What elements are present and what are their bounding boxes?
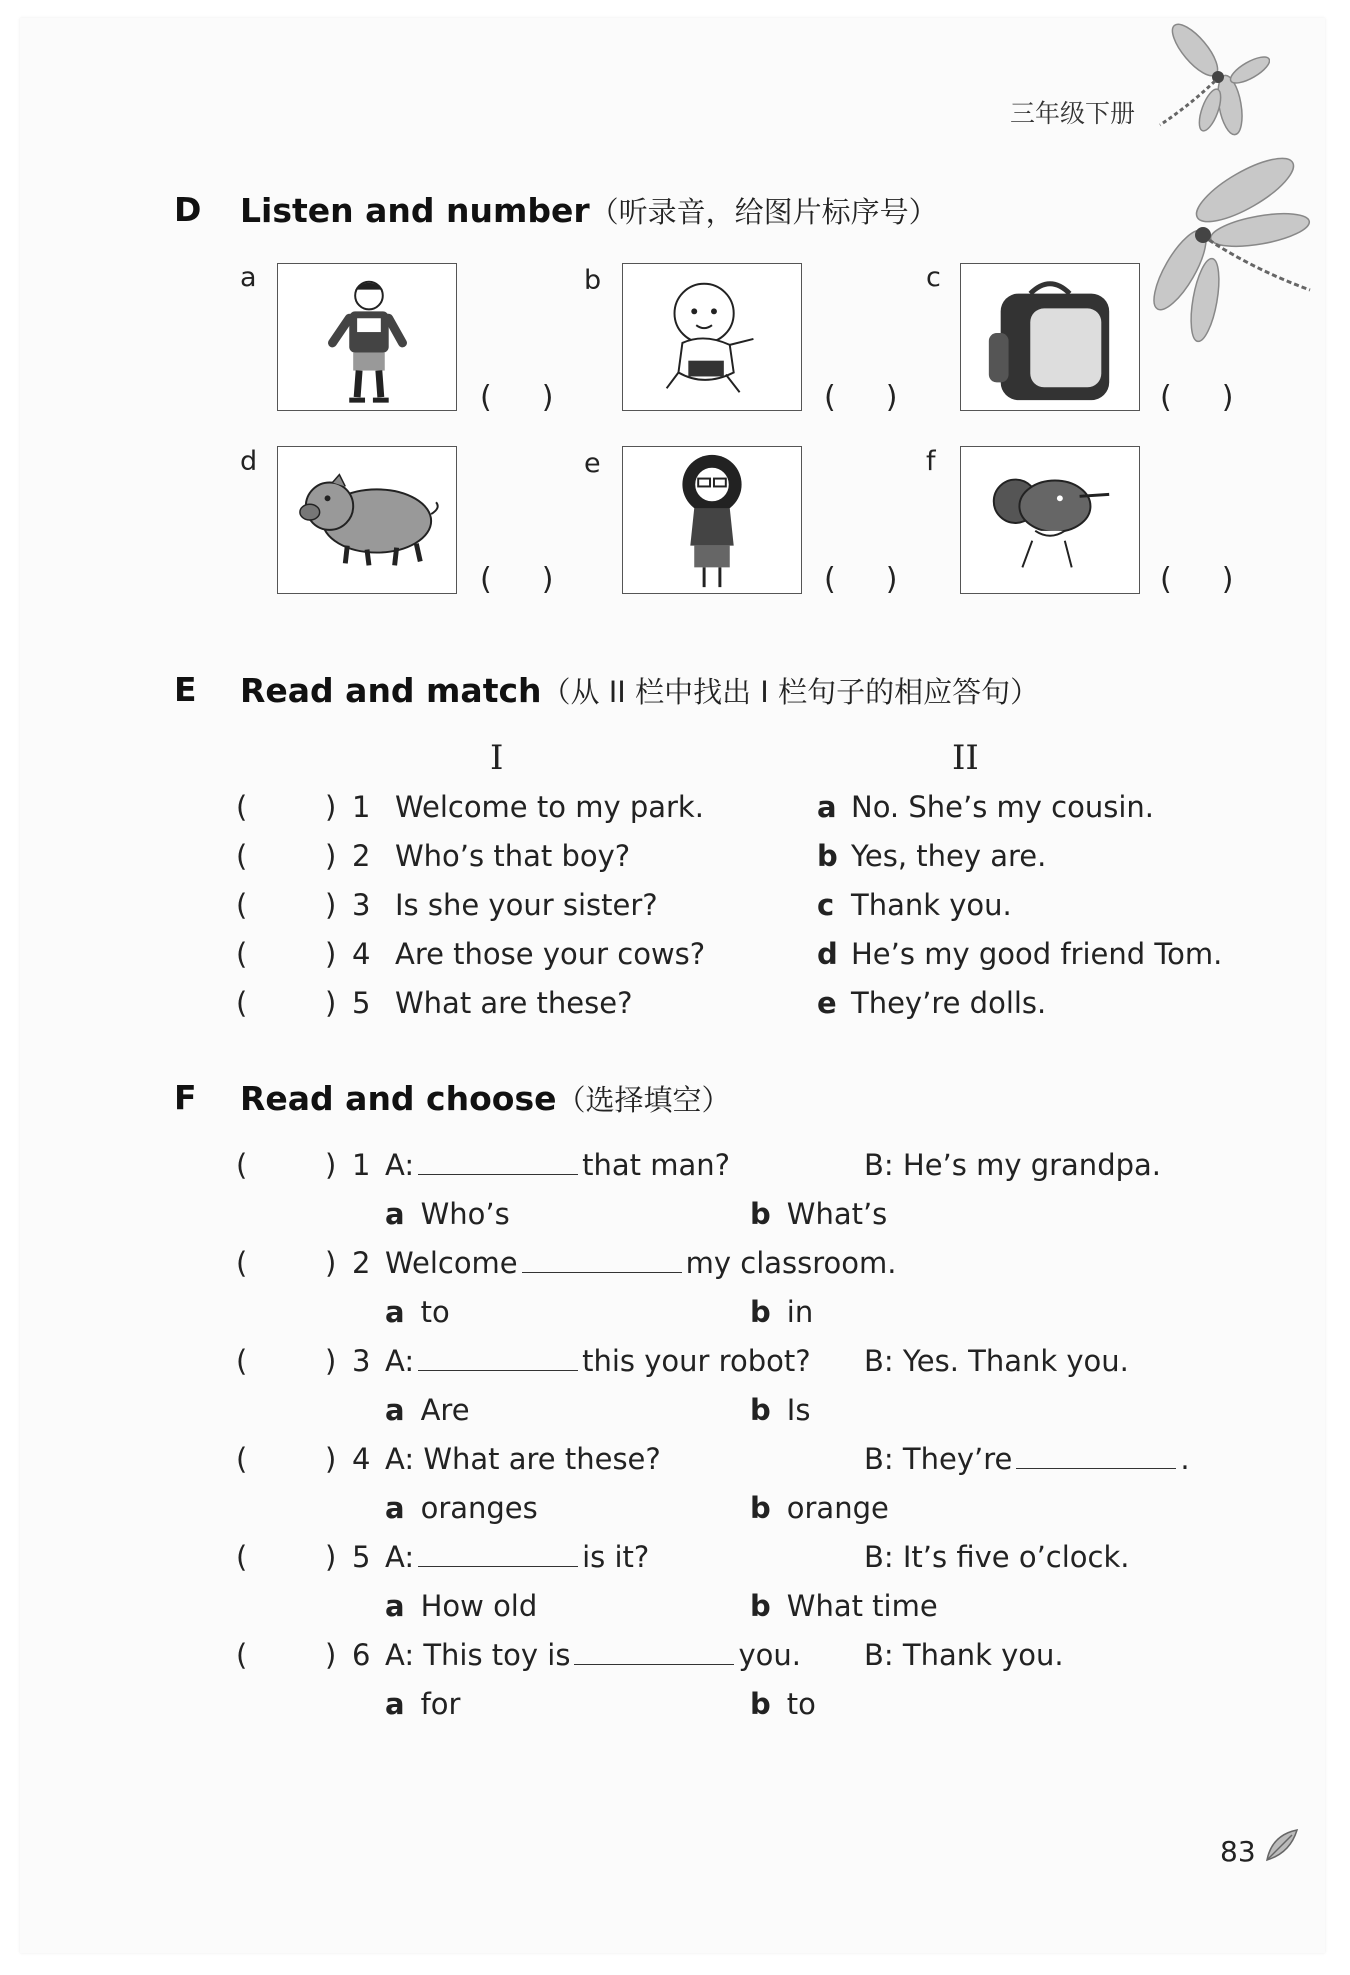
answer-paren-open[interactable]: ( [236, 888, 248, 922]
answer-letter: a [817, 790, 837, 824]
grade-label: 三年级下册 [1010, 99, 1136, 128]
answer-paren-close: ) [325, 790, 337, 824]
question-text: Is she your sister? [395, 888, 658, 922]
question-prefix: A: This toy is [385, 1638, 571, 1672]
option-b [750, 1295, 813, 1329]
schoolbag-icon [961, 264, 1139, 410]
answer-blank[interactable] [1016, 1442, 1176, 1469]
question-prefix: A: [385, 1148, 415, 1182]
question-sentence [385, 1540, 649, 1574]
question-sentence [385, 1344, 811, 1378]
answer-paren-d[interactable]: ( ) [480, 562, 554, 597]
section-d-title: Listen and number [240, 191, 590, 230]
question-sentence [385, 1638, 801, 1672]
section-f-subtitle: （选择填空） [556, 1083, 731, 1117]
answer-paren-a[interactable]: ( ) [480, 380, 554, 415]
option-letter: a [385, 1295, 405, 1329]
response-sentence [864, 1638, 1064, 1672]
answer-paren-open[interactable]: ( [236, 1638, 248, 1672]
answer-paren-close: ) [325, 888, 337, 922]
answer-paren-open[interactable]: ( [236, 1148, 248, 1182]
picture-label: e [584, 448, 601, 479]
option-letter: b [750, 1197, 771, 1231]
question-number: 1 [352, 790, 371, 824]
response-text: B: He’s my grandpa. [864, 1148, 1161, 1182]
option-a [385, 1687, 460, 1721]
option-text: Who’s [420, 1197, 510, 1231]
page-number: 83 [1220, 1835, 1256, 1868]
option-text: for [420, 1687, 461, 1721]
option-b [750, 1491, 889, 1525]
option-b [750, 1393, 810, 1427]
option-text: Is [786, 1393, 811, 1427]
answer-text: No. She’s my cousin. [851, 790, 1154, 824]
option-letter: a [385, 1393, 405, 1427]
option-text: What’s [786, 1197, 888, 1231]
answer-paren-close: ) [325, 1638, 337, 1672]
response-suffix: . [1180, 1442, 1190, 1476]
picture-f [960, 446, 1140, 594]
answer-paren-open[interactable]: ( [236, 1442, 248, 1476]
option-letter: b [750, 1491, 771, 1525]
question-number: 1 [352, 1148, 371, 1182]
answer-paren-close: ) [325, 1540, 337, 1574]
option-text: orange [786, 1491, 889, 1525]
answer-paren-close: ) [325, 1344, 337, 1378]
picture-label: f [926, 446, 936, 477]
picture-label: d [240, 446, 258, 477]
leaf-icon [1262, 1825, 1302, 1865]
answer-paren-open[interactable]: ( [236, 839, 248, 873]
answer-paren-f[interactable]: ( ) [1160, 562, 1234, 597]
question-prefix: Welcome [385, 1246, 518, 1280]
section-e-heading [240, 670, 1039, 711]
answer-paren-close: ) [325, 1148, 337, 1182]
answer-paren-open[interactable]: ( [236, 1344, 248, 1378]
question-suffix: is it? [582, 1540, 650, 1574]
picture-d [277, 446, 457, 594]
answer-blank[interactable] [418, 1344, 578, 1371]
picture-c [960, 263, 1140, 411]
question-text: Welcome to my park. [395, 790, 704, 824]
question-suffix: my classroom. [685, 1246, 897, 1280]
answer-paren-close: ) [325, 986, 337, 1020]
response-sentence [864, 1442, 1190, 1476]
response-text: B: Thank you. [864, 1638, 1064, 1672]
question-suffix: this your robot? [582, 1344, 811, 1378]
option-text: How old [420, 1589, 538, 1623]
picture-label: b [584, 265, 602, 296]
question-suffix: that man? [582, 1148, 731, 1182]
option-text: to [786, 1687, 816, 1721]
section-d-subtitle: （听录音，给图片标序号） [589, 195, 938, 229]
option-letter: a [385, 1197, 405, 1231]
option-letter: a [385, 1589, 405, 1623]
option-b [750, 1589, 938, 1623]
answer-text: He’s my good friend Tom. [851, 937, 1223, 971]
question-text: What are these? [395, 986, 633, 1020]
option-letter: b [750, 1393, 771, 1427]
section-e-subtitle: （从 II 栏中找出 I 栏句子的相应答句） [541, 675, 1040, 709]
option-b [750, 1687, 816, 1721]
question-prefix: A: What are these? [385, 1442, 661, 1476]
option-text: in [786, 1295, 814, 1329]
picture-b [622, 263, 802, 411]
option-text: What time [786, 1589, 938, 1623]
answer-letter: e [817, 986, 837, 1020]
section-e-letter: E [174, 670, 197, 709]
question-sentence [385, 1246, 897, 1280]
answer-text: Thank you. [851, 888, 1012, 922]
answer-paren-close: ) [325, 839, 337, 873]
answer-text: They’re dolls. [851, 986, 1047, 1020]
answer-blank[interactable] [522, 1246, 682, 1273]
picture-a [277, 263, 457, 411]
option-a [385, 1491, 538, 1525]
response-text: B: They’re [864, 1442, 1013, 1476]
option-letter: b [750, 1687, 771, 1721]
question-text: Are those your cows? [395, 937, 706, 971]
section-f-letter: F [174, 1078, 197, 1117]
option-letter: a [385, 1687, 405, 1721]
answer-blank[interactable] [418, 1148, 578, 1175]
question-number: 3 [352, 888, 371, 922]
question-number: 4 [352, 1442, 371, 1476]
section-f-title: Read and choose [240, 1079, 557, 1118]
answer-paren-close: ) [325, 937, 337, 971]
question-sentence [385, 1442, 661, 1476]
mouse-icon [961, 447, 1139, 593]
option-a [385, 1295, 450, 1329]
question-number: 2 [352, 839, 371, 873]
picture-label: c [926, 262, 941, 293]
question-number: 5 [352, 1540, 371, 1574]
response-sentence [864, 1540, 1130, 1574]
column-ii-heading: II [952, 738, 979, 778]
option-b [750, 1197, 887, 1231]
answer-paren-open[interactable]: ( [236, 1540, 248, 1574]
answer-paren-close: ) [325, 1246, 337, 1280]
answer-paren-b[interactable]: ( ) [824, 380, 898, 415]
answer-letter: b [817, 839, 838, 873]
answer-text: Yes, they are. [851, 839, 1047, 873]
answer-letter: c [817, 888, 835, 922]
answer-paren-open[interactable]: ( [236, 790, 248, 824]
pig-icon [278, 447, 456, 593]
answer-letter: d [817, 937, 838, 971]
option-text: oranges [420, 1491, 538, 1525]
answer-blank[interactable] [574, 1638, 734, 1665]
question-prefix: A: [385, 1344, 415, 1378]
answer-paren-close: ) [325, 1442, 337, 1476]
dragonfly-icon [1150, 15, 1270, 155]
question-text: Who’s that boy? [395, 839, 631, 873]
question-suffix: you. [738, 1638, 801, 1672]
section-d-heading [240, 190, 938, 231]
option-a [385, 1589, 537, 1623]
picture-e [622, 446, 802, 594]
column-i-heading: I [490, 738, 504, 778]
answer-blank[interactable] [418, 1540, 578, 1567]
question-number: 5 [352, 986, 371, 1020]
option-a [385, 1197, 510, 1231]
option-text: to [420, 1295, 450, 1329]
section-d-letter: D [174, 190, 202, 229]
option-text: Are [420, 1393, 470, 1427]
answer-paren-c[interactable]: ( ) [1160, 380, 1234, 415]
question-sentence [385, 1148, 730, 1182]
question-prefix: A: [385, 1540, 415, 1574]
woman-icon [623, 447, 801, 593]
baby-icon [623, 264, 801, 410]
option-letter: b [750, 1295, 771, 1329]
question-number: 3 [352, 1344, 371, 1378]
picture-label: a [240, 262, 257, 293]
option-a [385, 1393, 470, 1427]
dragonfly-icon [1145, 150, 1325, 360]
question-number: 2 [352, 1246, 371, 1280]
response-text: B: It’s five o’clock. [864, 1540, 1130, 1574]
answer-paren-open[interactable]: ( [236, 937, 248, 971]
section-e-title: Read and match [240, 671, 542, 710]
response-sentence [864, 1148, 1161, 1182]
man-icon [278, 264, 456, 410]
option-letter: a [385, 1491, 405, 1525]
section-f-heading [240, 1078, 730, 1119]
answer-paren-e[interactable]: ( ) [824, 562, 898, 597]
question-number: 6 [352, 1638, 371, 1672]
answer-paren-open[interactable]: ( [236, 1246, 248, 1280]
response-sentence [864, 1344, 1129, 1378]
response-text: B: Yes. Thank you. [864, 1344, 1129, 1378]
question-number: 4 [352, 937, 371, 971]
option-letter: b [750, 1589, 771, 1623]
answer-paren-open[interactable]: ( [236, 986, 248, 1020]
